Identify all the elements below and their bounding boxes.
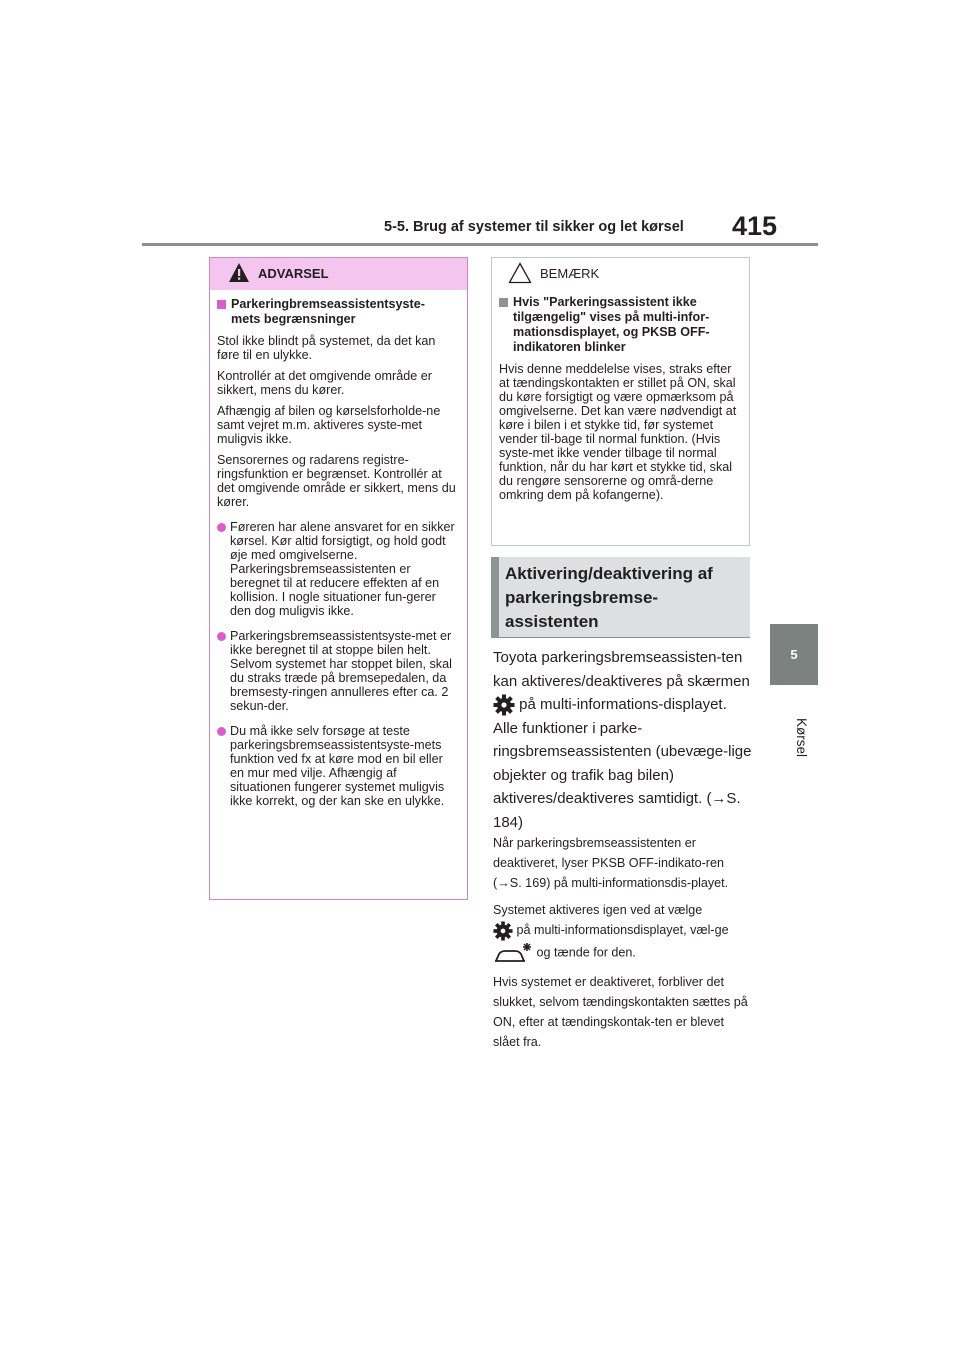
note-text-part: og tænde for den.: [536, 945, 636, 959]
chapter-label: Kørsel: [794, 718, 809, 758]
settings-gear-icon: [493, 694, 515, 716]
header-divider: [142, 243, 818, 246]
section-header-title: 5-5. Brug af systemer til sikker og let kørsel: [384, 219, 684, 235]
warning-paragraph: Stol ikke blindt på systemet, da det kan føre til en ulykke.: [217, 334, 436, 362]
warning-bullet-text: Du må ikke selv forsøge at teste parkeringsbremseassistentsyste-mets funktion ved fx at køre mod en bil eller en mur med vilje. Afhængig af situationen fungerer systemet muligvis ikke korrekt, og der kan ske en ulykke.: [230, 724, 445, 808]
note-box-header: [492, 258, 749, 288]
warning-section-title-text: Parkeringbremseassistentsyste- mets begrænsninger: [231, 297, 425, 326]
settings-gear-icon: [493, 921, 513, 941]
warning-bullet-text: Parkeringsbremseassistentsyste-met er ikke beregnet til at stoppe bilen helt. Selvom systemet har stoppet bilen, skal du straks træde på bremsepedalen, da bremsesty-ringen annulleres efter ca. 2 sekun-der.: [230, 629, 452, 713]
heading-accent-bar: [491, 557, 499, 638]
warning-bullet-text: Føreren har alene ansvaret for en sikker kørsel. Kør altid forsigtigt, og hold godt øje med omgivelserne. Parkeringsbremseassistenten er beregnet til at reducere effekten af en kollision. I nogle situationer fun-gerer den dog muligvis ikke.: [230, 520, 455, 618]
warning-section-title: [217, 297, 458, 327]
note-text-part: Systemet aktiveres igen ved at vælge: [493, 903, 703, 917]
section-heading-text: Aktivering/deaktivering af parkeringsbremse-assistenten: [505, 564, 713, 631]
page-number: 415: [732, 211, 778, 241]
warning-bullet: [217, 629, 458, 713]
note-paragraph-2: [493, 900, 753, 965]
warning-bullet: [217, 724, 458, 808]
section-heading: [491, 557, 750, 638]
warning-box-header: [210, 258, 467, 290]
page-reference: (→S. 184): [493, 790, 741, 831]
parking-brake-assist-car-icon: [493, 941, 533, 965]
main-body: [493, 646, 753, 834]
note-label: BEMÆRK: [540, 266, 600, 281]
note-paragraph: Hvis denne meddelelse vises, straks efter at tændingskontakten er stillet på ON, skal du køre forsigtigt og være opmærksom på omgivelserne. Det kan være nødvendigt at køre i bilen i et stykke tid, før systemet vender til-bage til normal funktion. (Hvis syste-met ikke vender tilbage til normal funktion, når du har kørt et stykke tid, skal du rengøre sensorerne og områ-derne omkring dem på kofangerne).: [499, 362, 737, 502]
circle-bullet-icon: [217, 632, 226, 641]
warning-paragraph: Kontrollér at det omgivende område er sikkert, mens du kører.: [217, 369, 432, 397]
note-section-title-text: Hvis "Parkeringsassistent ikke tilgængelig" vises på multi-infor-mationsdisplayet, og PKSB OFF-indikatoren blinker: [513, 295, 710, 354]
warning-label: ADVARSEL: [258, 266, 329, 281]
main-text-part: Toyota parkeringsbremseassisten-ten kan aktiveres/deaktiveres på skærmen: [493, 649, 750, 690]
warning-bullet: [217, 520, 458, 618]
note-box: [491, 257, 750, 546]
circle-bullet-icon: [217, 727, 226, 736]
note-text-part: på multi-informationsdisplayet, væl-ge: [516, 923, 729, 937]
note-paragraph-1: Når parkeringsbremseassistenten er deaktiveret, lyser PKSB OFF-indikato-ren (→S. 169) på multi-informationsdis-playet.: [493, 836, 729, 890]
circle-bullet-icon: [217, 523, 226, 532]
note-triangle-icon: [508, 262, 532, 284]
note-paragraph-3: Hvis systemet er deaktiveret, forbliver det slukket, selvom tændingskontakten sættes på ON, efter at tændingskontak-ten er blevet slået fra.: [493, 974, 748, 1049]
square-bullet-icon: [499, 298, 508, 307]
chapter-tab: 5: [770, 624, 818, 685]
warning-paragraph: Afhængig af bilen og kørselsforholde-ne samt vejret m.m. aktiveres syste-met muligvis ikke.: [217, 404, 441, 446]
square-bullet-icon: [217, 300, 226, 309]
main-text-part: på multi-informations-displayet. Alle funktioner i parke-ringsbremseassistenten (ubevæge-lige objekter og trafik bag bilen) aktiveres/deaktiveres samtidigt.: [493, 696, 752, 807]
main-paragraph: [493, 646, 753, 834]
warning-paragraph: Sensorernes og radarens registre-ringsfunktion er begrænset. Kontrollér at det omgivende område er sikkert, mens du kører.: [217, 453, 456, 509]
note-section-title: [499, 295, 740, 355]
notes-text: [493, 833, 753, 1059]
warning-triangle-icon: [228, 262, 250, 284]
warning-box: [209, 257, 468, 900]
